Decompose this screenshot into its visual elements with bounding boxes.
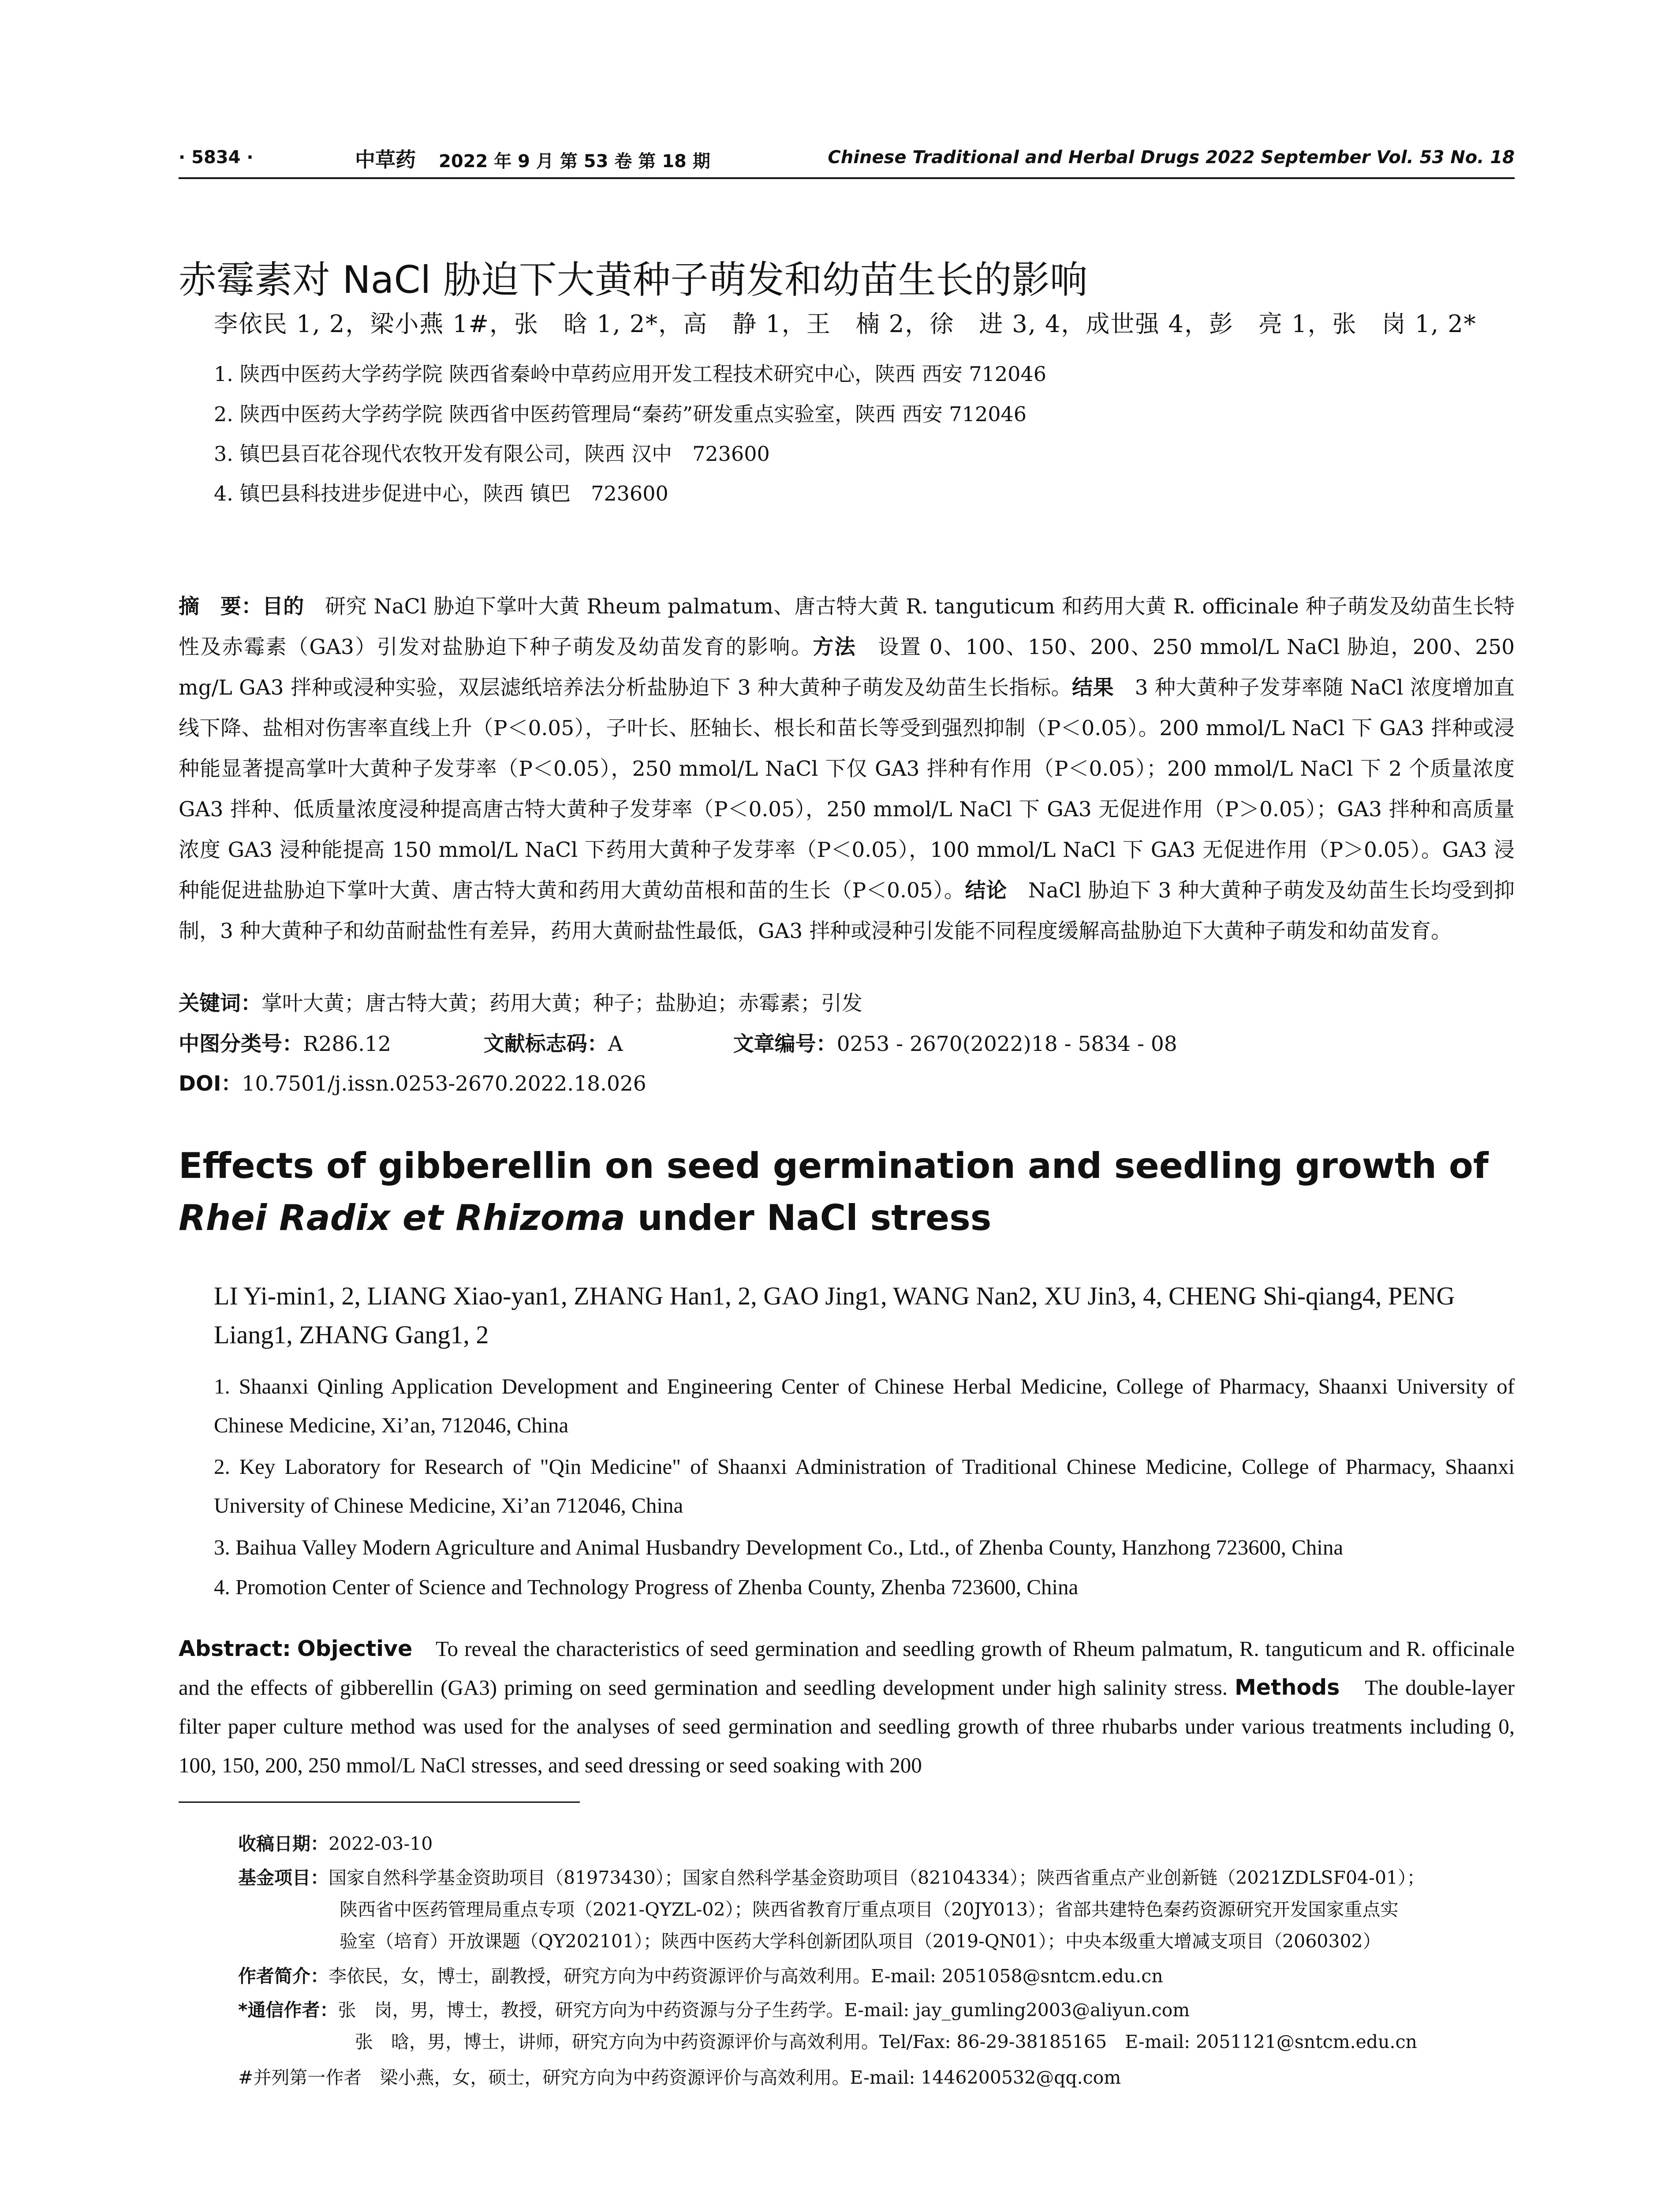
objective-label-cn: 目的: [262, 594, 304, 619]
journal-name-cn: 中草药: [355, 149, 416, 171]
footnote-funding: [238, 1862, 1515, 1957]
affiliation-cn-3: 3. 镇巴县百花谷现代农牧开发有限公司，陕西 汉中 723600: [214, 442, 770, 466]
affiliation-en-4: 4. Promotion Center of Science and Technology Progress of Zhenba County, Zhenba 723600, China: [214, 1575, 1079, 1599]
article-number-value: 0253 - 2670(2022)18 - 5834 - 08: [836, 1032, 1177, 1056]
doc-code-value: A: [608, 1032, 623, 1056]
affiliation-en-1: 1. Shaanxi Qinling Application Development and Engineering Center of Chinese Herbal Medicine, College of Pharmacy, Shaanxi University of Chinese Medicine, Xi’an, 712046, China: [214, 1374, 1515, 1437]
clc-value: R286.12: [303, 1032, 391, 1056]
abstract-label-cn: 摘 要：: [179, 594, 262, 619]
methods-label-cn: 方法: [813, 635, 857, 659]
author-list-cn: 李依民 1, 2，梁小燕 1#，张 晗 1, 2*，高 静 1，王 楠 2，徐 进 3, 4，成世强 4，彭 亮 1，张 岗 1, 2*: [214, 310, 1477, 338]
doi-value: 10.7501/j.issn.0253-2670.2022.18.026: [242, 1072, 646, 1096]
objective-label-en: Objective: [297, 1636, 413, 1661]
title-en-part2: under NaCl stress: [625, 1197, 992, 1238]
classification-line: [179, 1028, 1177, 1057]
funding-line-1: 国家自然科学基金资助项目（81973430）；国家自然科学基金资助项目（82104334）；陕西省重点产业创新链（2021ZDLSF04-01）；: [329, 1867, 1425, 1888]
affiliation-cn-2: 2. 陕西中医药大学药学院 陕西省中医药管理局“秦药”研发重点实验室，陕西 西安 712046: [214, 402, 1027, 426]
abstract-en: [179, 1629, 1515, 1785]
author-bio-label: 作者简介：: [238, 1966, 329, 1987]
doi-label: DOI：: [179, 1072, 242, 1096]
affiliation-cn-4: 4. 镇巴县科技进步促进中心，陕西 镇巴 723600: [214, 482, 668, 505]
conclusion-label-cn: 结论: [965, 878, 1007, 903]
affiliation-cn-1: 1. 陕西中医药大学药学院 陕西省秦岭中草药应用开发工程技术研究中心，陕西 西安 712046: [214, 362, 1046, 386]
title-en-part1: Effects of gibberellin on seed germination and seedling growth of: [179, 1145, 1489, 1186]
affiliation-en-2: 2. Key Laboratory for Research of "Qin Medicine" of Shaanxi Administration of Traditional Chinese Medicine, College of Pharmacy, Shaanxi University of Chinese Medicine, Xi’an 712046, China: [214, 1454, 1515, 1517]
title-en-italic: Rhei Radix et Rhizoma: [179, 1197, 626, 1238]
author-bio-value: 李依民，女，博士，副教授，研究方向为中药资源评价与高效利用。E-mail: 2051058@sntcm.edu.cn: [329, 1966, 1163, 1987]
keywords-line: [179, 987, 862, 1017]
keywords-value: 掌叶大黄；唐古特大黄；药用大黄；种子；盐胁迫；赤霉素；引发: [261, 991, 862, 1016]
received-value: 2022-03-10: [329, 1833, 433, 1854]
doc-code-label: 文献标志码：: [483, 1032, 608, 1056]
doi-line: [179, 1067, 646, 1097]
received-label: 收稿日期：: [238, 1833, 329, 1854]
clc-label: 中图分类号：: [179, 1032, 303, 1056]
abstract-label-en: Abstract:: [179, 1636, 291, 1661]
footnote-author-bio: [238, 1960, 1515, 1992]
corresponding-author-2: 张 晗，男，博士，讲师，研究方向为中药资源评价与高效利用。Tel/Fax: 86-29-38185165 E-mail: 2051121@sntcm.edu.cn: [355, 2031, 1417, 2052]
article-title-en: [179, 1140, 1515, 1244]
footnote-co-first-author: #并列第一作者 梁小燕，女，硕士，研究方向为中药资源评价与高效利用。E-mail: 1446200532@qq.com: [238, 2067, 1121, 2088]
results-text-cn: 3 种大黄种子发芽率随 NaCl 浓度增加直线下降、盐相对伤害率直线上升（P＜0.05），子叶长、胚轴长、根长和苗长等受到强烈抑制（P＜0.05）。200 mmol/L NaCl 下 GA3 拌种或浸种能显著提高掌叶大黄种子发芽率（P＜0.05），250 mmol/L NaCl 下仅 GA3 拌种有作用（P＜0.05）；200 mmol/L NaCl 下 2 个质量浓度 GA3 拌种、低质量浓度浸种提高唐古特大黄种子发芽率（P＜0.05），250 mmol/L NaCl 下 GA3 无促进作用（P＞0.05）；GA3 拌种和高质量浓度 GA3 浸种能提高 150 mmol/L NaCl 下药用大黄种子发芽率（P＜0.05），100 mmol/L NaCl 下 GA3 无促进作用（P＞0.05）。GA3 浸种能促进盐胁迫下掌叶大黄、唐古特大黄和药用大黄幼苗根和苗的生长（P＜0.05）。: [179, 676, 1515, 903]
page-number: · 5834 ·: [179, 147, 254, 168]
conclusion-text-cn: NaCl 胁迫下 3 种大黄种子萌发及幼苗生长均受到抑制，3 种大黄种子和幼苗耐盐性有差异，药用大黄耐盐性最低，GA3 拌种或浸种引发能不同程度缓解高盐胁迫下大黄种子萌发和幼苗发育。: [179, 878, 1515, 943]
funding-label: 基金项目：: [238, 1867, 329, 1888]
issue-info-cn: 2022 年 9 月 第 53 卷 第 18 期: [439, 151, 710, 172]
funding-line-2: 陕西省中医药管理局重点专项（2021-QYZL-02）；陕西省教育厅重点项目（20JY013）；省部共建特色秦药资源研究开发国家重点实: [340, 1899, 1399, 1920]
affiliation-en-3: 3. Baihua Valley Modern Agriculture and Animal Husbandry Development Co., Ltd., of Zhenba County, Hanzhong 723600, China: [214, 1535, 1344, 1559]
footnote-corresponding: [238, 1994, 1515, 2058]
keywords-label: 关键词：: [179, 991, 261, 1016]
funding-line-3: 验室（培育）开放课题（QY202101）；陕西中医药大学科创新团队项目（2019-QN01）；中央本级重大增减支项目（2060302）: [340, 1931, 1381, 1952]
methods-label-en: Methods: [1235, 1675, 1340, 1700]
footnote-received: [238, 1828, 1515, 1860]
corresponding-label: *通信作者：: [238, 1999, 338, 2021]
objective-text-en: To reveal the characteristics of seed germination and seedling growth of Rheum palmatum, R. tanguticum and R. officinale and the effects of gibberellin (GA3) priming on seed germination and seedling development under high salinity stress.: [179, 1637, 1515, 1700]
methods-text-cn: 设置 0、100、150、200、250 mmol/L NaCl 胁迫，200、250 mg/L GA3 拌种或浸种实验，双层滤纸培养法分析盐胁迫下 3 种大黄种子萌发及幼苗生长指标。: [179, 635, 1515, 700]
author-list-en: LI Yi-min1, 2, LIANG Xiao-yan1, ZHANG Han1, 2, GAO Jing1, WANG Nan2, XU Jin3, 4, CHENG Shi-qiang4, PENG Liang1, ZHANG Gang1, 2: [214, 1282, 1455, 1349]
journal-info-en: Chinese Traditional and Herbal Drugs 2022 September Vol. 53 No. 18: [828, 147, 1515, 168]
article-title-cn: 赤霉素对 NaCl 胁迫下大黄种子萌发和幼苗生长的影响: [179, 258, 1088, 302]
methods-text-en: The double-layer filter paper culture method was used for the analyses of seed germination and seedling growth of three rhubarbs under various treatments including 0, 100, 150, 200, 250 mmol/L NaCl stresses, and seed dressing or seed soaking with 200: [179, 1675, 1515, 1777]
abstract-cn: [179, 587, 1515, 952]
corresponding-author-1: 张 岗，男，博士，教授，研究方向为中药资源与分子生药学。E-mail: jay_gumling2003@aliyun.com: [338, 1999, 1190, 2021]
objective-text-cn: 研究 NaCl 胁迫下掌叶大黄 Rheum palmatum、唐古特大黄 R. tanguticum 和药用大黄 R. officinale 种子萌发及幼苗生长特性及赤霉素（GA3）引发对盐胁迫下种子萌发及幼苗发育的影响。: [179, 594, 1515, 659]
running-header: [179, 142, 1515, 179]
footnote-divider: [179, 1801, 580, 1803]
results-label-cn: 结果: [1072, 676, 1114, 700]
article-number-label: 文章编号：: [733, 1032, 837, 1056]
